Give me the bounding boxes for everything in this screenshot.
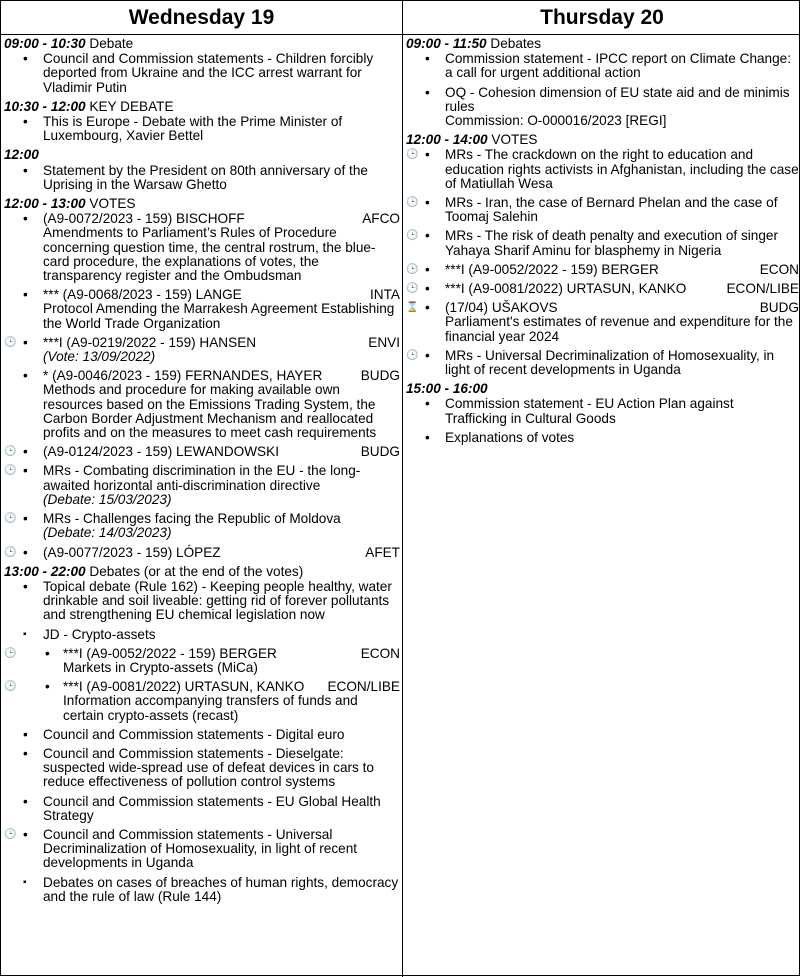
committee-code: ECON (360, 645, 400, 661)
clock-icon: 🕒 (406, 263, 419, 275)
slot-header (403, 37, 800, 51)
time-slot (1, 565, 402, 904)
bullet-icon: • (23, 287, 28, 303)
agenda-item (1, 52, 402, 95)
item-reference: Commission: O-000016/2023 [REGI] (445, 113, 667, 129)
agenda-item (1, 747, 402, 790)
time-slot (403, 382, 800, 445)
slot-header (1, 37, 402, 51)
bullet-icon: • (23, 211, 28, 227)
report-reference: ***I (A9-0081/2022) URTASUN, KANKO (445, 281, 687, 297)
item-title: Amendments to Parliament’s Rules of Procedure concerning question time, the central rostrum, the blue-card procedure, the explanations of votes, the transparency register and the Ombudsman (43, 225, 376, 284)
bullet-icon: • (45, 645, 50, 661)
committee-code: ECON (759, 261, 799, 277)
day-schedule (403, 35, 800, 445)
item-note: (Vote: 13/09/2022) (43, 349, 156, 365)
agenda-item (403, 282, 800, 296)
bullet-icon: • (23, 578, 28, 594)
agenda-item (1, 546, 402, 560)
clock-icon: 🕒 (4, 513, 17, 525)
time-slot (1, 100, 402, 144)
item-title: MRs - Combating discrimination in the EU - the long-awaited horizontal anti-discrimination directive (43, 463, 361, 493)
slot-time: 13:00 - 22:00 (4, 563, 86, 579)
time-slot (1, 148, 402, 192)
bullet-icon: • (425, 347, 430, 363)
item-title: Explanations of votes (445, 429, 575, 445)
agenda-item (1, 728, 402, 742)
item-title: Debates on cases of breaches of human rights, democracy and the rule of law (Rule 144) (43, 874, 399, 904)
bullet-icon: • (23, 511, 28, 527)
report-reference: (17/04) UŠAKOVS (445, 300, 558, 316)
item-title: Commission statement - EU Action Plan against Trafficking in Cultural Goods (445, 396, 734, 426)
committee-code: BUDG (360, 368, 400, 384)
bullet-icon: • (425, 147, 430, 163)
slot-label: VOTES (85, 196, 136, 212)
agenda-item (1, 828, 402, 871)
bullet-icon: • (425, 84, 430, 100)
report-reference: ***I (A9-0219/2022 - 159) HANSEN (43, 334, 257, 350)
bullet-icon: • (23, 51, 28, 67)
bullet-icon: • (425, 281, 430, 297)
committee-code: BUDG (360, 444, 400, 460)
agenda-item (403, 86, 800, 129)
slot-label: Debate (85, 36, 134, 51)
bullet-icon: • (425, 261, 430, 277)
agenda-item (1, 512, 402, 540)
committee-code: ECON/LIBE (327, 679, 400, 695)
agenda-item (1, 647, 402, 675)
bullet-icon: • (23, 793, 28, 809)
slot-header (403, 382, 800, 396)
bullet-icon: • (23, 334, 28, 350)
agenda-item (403, 397, 800, 425)
item-title: OQ - Cohesion dimension of EU state aid and de minimis rules (445, 84, 790, 114)
slot-label: Debates (or at the end of the votes) (85, 563, 304, 579)
time-slot (403, 37, 800, 128)
bullet-icon: ▪ (23, 628, 27, 640)
agenda-item (1, 876, 402, 904)
item-title: Information accompanying transfers of funds and certain crypto-assets (recast) (63, 693, 358, 723)
clock-icon: 🕒 (406, 230, 419, 242)
bullet-icon: ▪ (23, 876, 27, 888)
clock-icon: 🕒 (406, 149, 419, 161)
slot-header (1, 100, 402, 114)
clock-icon: 🕒 (4, 828, 17, 840)
slot-time: 10:30 - 12:00 (4, 98, 86, 114)
agenda-item (1, 680, 402, 723)
report-reference: (A9-0124/2023 - 159) LEWANDOWSKI (43, 444, 279, 460)
bullet-icon: • (23, 826, 28, 842)
agenda-item (403, 148, 800, 191)
day-schedule (1, 35, 402, 904)
report-reference: ***I (A9-0052/2022 - 159) BERGER (63, 645, 277, 661)
time-slot (1, 197, 402, 560)
bullet-icon: • (23, 444, 28, 460)
bullet-icon: • (23, 544, 28, 560)
item-title: MRs - Iran, the case of Bernard Phelan and the case of Toomaj Salehin (445, 195, 778, 225)
item-title: Methods and procedure for making available own resources based on the Emissions Trading System, the Carbon Border Adjustment Mechanism and reallocated profits and on the measures to meet cash requirements (43, 382, 377, 441)
item-title: MRs - Challenges facing the Republic of Moldova (43, 511, 341, 527)
report-reference: * (A9-0046/2023 - 159) FERNANDES, HAYER (43, 368, 323, 384)
clock-icon: 🕒 (406, 349, 419, 361)
agenda-item (1, 164, 402, 192)
agenda-item (403, 196, 800, 224)
committee-code: BUDG (759, 300, 799, 316)
clock-icon: 🕒 (406, 197, 419, 209)
clock-icon: 🕒 (4, 647, 17, 659)
bullet-icon: • (425, 396, 430, 412)
bullet-icon: • (23, 368, 28, 384)
committee-code: AFET (365, 544, 400, 560)
slot-label: KEY DEBATE (85, 98, 174, 114)
item-note: (Debate: 15/03/2023) (43, 491, 172, 507)
item-title: Parliament's estimates of revenue and expenditure for the financial year 2024 (445, 314, 793, 344)
bullet-icon: • (23, 463, 28, 479)
slot-time: 12:00 - 13:00 (4, 196, 86, 212)
item-note: (Debate: 14/03/2023) (43, 525, 172, 541)
agenda-item (1, 288, 402, 331)
clock-icon: 🕒 (4, 681, 17, 693)
clock-icon: 🕒 (4, 465, 17, 477)
bullet-icon: • (425, 195, 430, 211)
day-column-wednesday (1, 1, 403, 977)
clock-icon: 🕒 (4, 546, 17, 558)
item-title: This is Europe - Debate with the Prime Minister of Luxembourg, Xavier Bettel (43, 114, 343, 144)
bullet-icon: • (23, 726, 28, 742)
agenda-item (1, 336, 402, 364)
clock-icon: 🕒 (4, 446, 17, 458)
hourglass-icon: ⌛ (406, 302, 419, 314)
item-title: Markets in Crypto-assets (MiCa) (63, 659, 258, 675)
item-title: Protocol Amending the Marrakesh Agreement Establishing the World Trade Organization (43, 301, 395, 331)
time-slot (1, 37, 402, 95)
day-column-thursday (403, 1, 800, 977)
slot-time: 09:00 - 11:50 (406, 36, 487, 51)
agenda-item (1, 628, 402, 642)
slot-time: 09:00 - 10:30 (4, 36, 86, 51)
day-title: Thursday 20 (403, 1, 800, 35)
bullet-icon: • (425, 300, 430, 316)
clock-icon: 🕒 (406, 283, 419, 295)
agenda-item (403, 229, 800, 257)
agenda-item (403, 431, 800, 445)
agenda-item (1, 580, 402, 623)
item-title: MRs - Universal Decriminalization of Homosexuality, in light of recent developments in Uganda (445, 347, 775, 378)
agenda-item (403, 263, 800, 277)
report-reference: ***I (A9-0081/2022) URTASUN, KANKO (63, 679, 305, 695)
item-title: MRs - The crackdown on the right to education and education rights activists in Afghanistan, including the case of Matiullah Wesa (445, 147, 799, 191)
item-title: JD - Crypto-assets (43, 626, 156, 642)
day-title: Wednesday 19 (1, 1, 402, 35)
agenda-item (403, 52, 800, 80)
bullet-icon: • (23, 745, 28, 761)
bullet-icon: • (425, 51, 430, 67)
agenda-item (403, 349, 800, 377)
slot-header (1, 565, 402, 579)
item-title: Council and Commission statements - Dieselgate: suspected wide-spread use of defeat devices in cars to reduce effectiveness of pollution control systems (43, 745, 374, 790)
slot-header (403, 133, 800, 147)
slot-header (1, 148, 402, 162)
bullet-icon: • (425, 228, 430, 244)
item-title: Council and Commission statements - Digital euro (43, 726, 345, 742)
agenda-item (1, 115, 402, 143)
bullet-icon: • (23, 114, 28, 130)
slot-time: 12:00 - 14:00 (406, 132, 488, 148)
committee-code: ECON/LIBE (726, 281, 799, 297)
item-title: Statement by the President on 80th anniversary of the Uprising in the Warsaw Ghetto (43, 162, 368, 192)
item-title: Topical debate (Rule 162) - Keeping people healthy, water drinkable and soil liveable: getting rid of forever pollutants and strengthening EU chemical legislation now (43, 578, 392, 623)
report-reference: (A9-0072/2023 - 159) BISCHOFF (43, 211, 245, 227)
agenda-item (403, 301, 800, 344)
bullet-icon: • (45, 679, 50, 695)
committee-code: INTA (370, 287, 400, 303)
item-title: MRs - The risk of death penalty and execution of singer Yahaya Sharif Aminu for blasphemy in Nigeria (445, 228, 778, 258)
item-title: Council and Commission statements - Children forcibly deported from Ukraine and the ICC arrest warrant for Vladimir Putin (43, 51, 374, 95)
item-title: Council and Commission statements - Universal Decriminalization of Homosexuality, in light of recent developments in Uganda (43, 826, 358, 871)
item-title: Council and Commission statements - EU Global Health Strategy (43, 793, 381, 823)
clock-icon: 🕒 (4, 336, 17, 348)
slot-label: VOTES (487, 132, 538, 148)
committee-code: AFCO (362, 211, 400, 227)
report-reference: *** (A9-0068/2023 - 159) LANGE (43, 287, 242, 303)
agenda-item (1, 464, 402, 507)
committee-code: ENVI (368, 334, 400, 350)
slot-header (1, 197, 402, 211)
bullet-icon: • (23, 162, 28, 178)
slot-time: 12:00 (4, 147, 39, 163)
bullet-icon: • (425, 429, 430, 445)
time-slot (403, 133, 800, 377)
agenda-item (1, 212, 402, 283)
slot-label: Debates (486, 36, 542, 51)
agenda-item (1, 795, 402, 823)
report-reference: ***I (A9-0052/2022 - 159) BERGER (445, 261, 659, 277)
slot-time: 15:00 - 16:00 (406, 381, 488, 397)
agenda-item (1, 369, 402, 440)
agenda-item (1, 445, 402, 459)
report-reference: (A9-0077/2023 - 159) LÓPEZ (43, 544, 221, 560)
item-title: Commission statement - IPCC report on Climate Change: a call for urgent additional action (445, 51, 792, 81)
